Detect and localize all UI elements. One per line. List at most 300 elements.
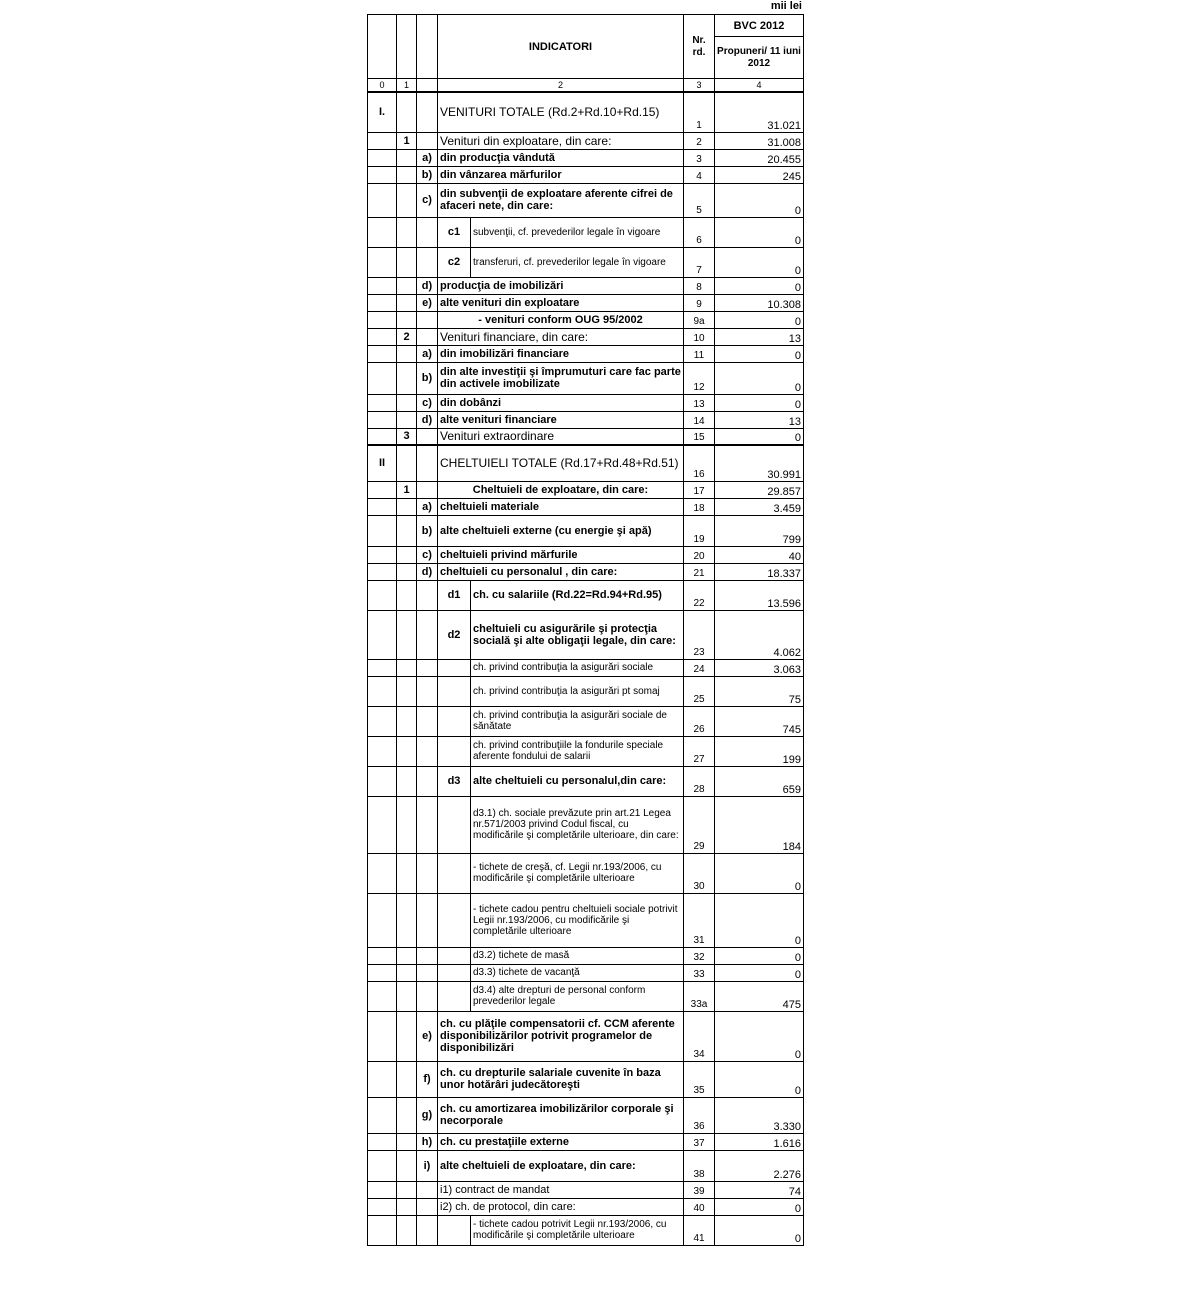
row-number: 41	[684, 1215, 715, 1245]
chapter-cell	[368, 1061, 397, 1097]
row-value: 0	[715, 1198, 804, 1215]
indicator-label: din dobânzi	[438, 394, 684, 411]
letter-cell: d)	[417, 563, 438, 580]
table-row	[368, 394, 804, 411]
row-value: 0	[715, 277, 804, 294]
table-row	[368, 481, 804, 498]
sub-letter-cell	[438, 676, 471, 706]
row-value: 0	[715, 345, 804, 362]
indicator-label: din subvenţii de exploatare aferente cifrei de afaceri nete, din care:	[438, 183, 684, 217]
row-value: 199	[715, 736, 804, 766]
table-row	[368, 132, 804, 149]
indicator-label: - tichete cadou potrivit Legii nr.193/2006, cu modificările şi completările ulterioare	[471, 1215, 684, 1245]
chapter-cell	[368, 394, 397, 411]
index-3: 3	[684, 79, 715, 93]
letter-cell	[417, 766, 438, 796]
row-number: 31	[684, 893, 715, 947]
row-number: 25	[684, 676, 715, 706]
section-cell	[397, 546, 417, 563]
row-value: 31.008	[715, 132, 804, 149]
section-cell	[397, 217, 417, 247]
row-value: 75	[715, 676, 804, 706]
header-proposal: Propuneri/ 11 iuni 2012	[715, 37, 804, 79]
table-row	[368, 1133, 804, 1150]
indicator-label: transferuri, cf. prevederilor legale în vigoare	[471, 247, 684, 277]
table-row	[368, 149, 804, 166]
sub-letter-cell	[438, 796, 471, 853]
chapter-cell	[368, 132, 397, 149]
row-number: 22	[684, 580, 715, 610]
letter-cell: a)	[417, 498, 438, 515]
letter-cell	[417, 893, 438, 947]
indicator-label: d3.3) tichete de vacanţă	[471, 964, 684, 981]
row-value: 475	[715, 981, 804, 1011]
row-number: 9	[684, 294, 715, 311]
indicator-label: - venituri conform OUG 95/2002	[438, 311, 684, 328]
indicator-label: Venituri extraordinare	[438, 428, 684, 445]
letter-cell	[417, 706, 438, 736]
header-blank-0	[368, 15, 397, 79]
sub-letter-cell	[438, 947, 471, 964]
indicator-label: cheltuieli cu personalul , din care:	[438, 563, 684, 580]
row-number: 39	[684, 1181, 715, 1198]
chapter-cell	[368, 736, 397, 766]
row-value: 4.062	[715, 610, 804, 659]
row-number: 16	[684, 445, 715, 481]
table-row	[368, 796, 804, 853]
table-row	[368, 610, 804, 659]
index-0: 0	[368, 79, 397, 93]
section-cell	[397, 1215, 417, 1245]
row-number: 2	[684, 132, 715, 149]
row-value: 0	[715, 1011, 804, 1061]
indicator-label: CHELTUIELI TOTALE (Rd.17+Rd.48+Rd.51)	[438, 445, 684, 481]
row-number: 34	[684, 1011, 715, 1061]
section-cell	[397, 947, 417, 964]
chapter-cell	[368, 515, 397, 546]
indicator-label: alte cheltuieli externe (cu energie şi apă)	[438, 515, 684, 546]
table-row	[368, 964, 804, 981]
row-number: 10	[684, 328, 715, 345]
chapter-cell	[368, 481, 397, 498]
index-1: 1	[397, 79, 417, 93]
table-row	[368, 362, 804, 394]
chapter-cell	[368, 796, 397, 853]
section-cell	[397, 706, 417, 736]
letter-cell	[417, 328, 438, 345]
sub-letter-cell	[438, 893, 471, 947]
index-2: 2	[438, 79, 684, 93]
table-row	[368, 445, 804, 481]
chapter-cell	[368, 563, 397, 580]
letter-cell: b)	[417, 362, 438, 394]
section-cell	[397, 964, 417, 981]
indicator-label: d3.4) alte drepturi de personal conform prevederilor legale	[471, 981, 684, 1011]
row-number: 3	[684, 149, 715, 166]
row-value: 30.991	[715, 445, 804, 481]
row-value: 659	[715, 766, 804, 796]
indicator-label: cheltuieli cu asigurările şi protecţia socială şi alte obligaţii legale, din care:	[471, 610, 684, 659]
row-value: 0	[715, 247, 804, 277]
table-row	[368, 311, 804, 328]
sub-letter-cell: d1	[438, 580, 471, 610]
indicator-label: producţia de imobilizări	[438, 277, 684, 294]
indicator-label: ch. cu salariile (Rd.22=Rd.94+Rd.95)	[471, 580, 684, 610]
section-cell: 1	[397, 132, 417, 149]
table-row	[368, 247, 804, 277]
row-number: 33	[684, 964, 715, 981]
indicator-label: ch. cu amortizarea imobilizărilor corporale şi necorporale	[438, 1097, 684, 1133]
index-4: 4	[715, 79, 804, 93]
row-value: 0	[715, 893, 804, 947]
sub-letter-cell	[438, 736, 471, 766]
row-value: 3.330	[715, 1097, 804, 1133]
indicators-table	[367, 14, 804, 1246]
indicator-label: ch. privind contribuţia la asigurări sociale de sănătate	[471, 706, 684, 736]
table-row	[368, 277, 804, 294]
chapter-cell	[368, 580, 397, 610]
row-value: 245	[715, 166, 804, 183]
row-value: 0	[715, 853, 804, 893]
header-nr-rd: Nr. rd.	[684, 15, 715, 79]
row-value: 10.308	[715, 294, 804, 311]
indicator-label: Venituri financiare, din care:	[438, 328, 684, 345]
letter-cell	[417, 796, 438, 853]
row-number: 32	[684, 947, 715, 964]
row-value: 184	[715, 796, 804, 853]
chapter-cell	[368, 1150, 397, 1181]
chapter-cell	[368, 183, 397, 217]
section-cell	[397, 92, 417, 132]
row-value: 3.459	[715, 498, 804, 515]
row-number: 7	[684, 247, 715, 277]
chapter-cell: I.	[368, 92, 397, 132]
row-number: 29	[684, 796, 715, 853]
letter-cell: e)	[417, 1011, 438, 1061]
indicator-label: din producţia vândută	[438, 149, 684, 166]
section-cell	[397, 659, 417, 676]
column-index-row	[368, 79, 804, 93]
section-cell	[397, 766, 417, 796]
letter-cell	[417, 217, 438, 247]
header-blank-2	[417, 15, 438, 79]
section-cell	[397, 736, 417, 766]
section-cell	[397, 362, 417, 394]
indicator-label: - tichete de creşă, cf. Legii nr.193/2006, cu modificările şi completările ulterioare	[471, 853, 684, 893]
indicator-label: din imobilizări financiare	[438, 345, 684, 362]
sub-letter-cell	[438, 1215, 471, 1245]
chapter-cell	[368, 947, 397, 964]
letter-cell: b)	[417, 166, 438, 183]
row-number: 33a	[684, 981, 715, 1011]
table-row	[368, 893, 804, 947]
section-cell	[397, 981, 417, 1011]
indicator-label: d3.2) tichete de masă	[471, 947, 684, 964]
row-value: 0	[715, 964, 804, 981]
row-value: 0	[715, 947, 804, 964]
row-number: 15	[684, 428, 715, 445]
indicator-label: din vânzarea mărfurilor	[438, 166, 684, 183]
letter-cell	[417, 1198, 438, 1215]
sub-letter-cell	[438, 706, 471, 736]
section-cell	[397, 394, 417, 411]
table-row	[368, 328, 804, 345]
sub-letter-cell	[438, 981, 471, 1011]
row-number: 14	[684, 411, 715, 428]
letter-cell: c)	[417, 546, 438, 563]
section-cell	[397, 676, 417, 706]
row-value: 1.616	[715, 1133, 804, 1150]
chapter-cell	[368, 411, 397, 428]
section-cell	[397, 1061, 417, 1097]
letter-cell: c)	[417, 183, 438, 217]
indicator-label: din alte investiţii şi împrumuturi care fac parte din activele imobilizate	[438, 362, 684, 394]
letter-cell	[417, 853, 438, 893]
letter-cell	[417, 981, 438, 1011]
letter-cell: g)	[417, 1097, 438, 1133]
row-value: 745	[715, 706, 804, 736]
header-bvc: BVC 2012	[715, 15, 804, 37]
letter-cell	[417, 92, 438, 132]
table-row	[368, 736, 804, 766]
indicator-label: d3.1) ch. sociale prevăzute prin art.21 Legea nr.571/2003 privind Codul fiscal, cu modificările şi completările ulterioare, din care:	[471, 796, 684, 853]
row-number: 26	[684, 706, 715, 736]
sub-letter-cell: c1	[438, 217, 471, 247]
table-row	[368, 1061, 804, 1097]
row-value: 0	[715, 1061, 804, 1097]
row-number: 35	[684, 1061, 715, 1097]
sub-letter-cell: d3	[438, 766, 471, 796]
sub-letter-cell: c2	[438, 247, 471, 277]
table-row	[368, 217, 804, 247]
row-number: 1	[684, 92, 715, 132]
chapter-cell	[368, 1181, 397, 1198]
row-value: 2.276	[715, 1150, 804, 1181]
chapter-cell	[368, 981, 397, 1011]
row-number: 9a	[684, 311, 715, 328]
letter-cell: a)	[417, 345, 438, 362]
letter-cell	[417, 580, 438, 610]
section-cell	[397, 563, 417, 580]
table-row	[368, 1097, 804, 1133]
section-cell	[397, 853, 417, 893]
row-number: 5	[684, 183, 715, 217]
section-cell	[397, 277, 417, 294]
budget-table	[367, 14, 804, 1246]
indicator-label: VENITURI TOTALE (Rd.2+Rd.10+Rd.15)	[438, 92, 684, 132]
table-row	[368, 676, 804, 706]
section-cell	[397, 149, 417, 166]
table-row	[368, 411, 804, 428]
row-value: 0	[715, 217, 804, 247]
letter-cell	[417, 428, 438, 445]
row-value: 13.596	[715, 580, 804, 610]
row-value: 74	[715, 1181, 804, 1198]
row-number: 23	[684, 610, 715, 659]
row-value: 0	[715, 394, 804, 411]
chapter-cell	[368, 546, 397, 563]
table-row	[368, 706, 804, 736]
section-cell: 1	[397, 481, 417, 498]
section-cell	[397, 580, 417, 610]
header-blank-1	[397, 15, 417, 79]
row-number: 36	[684, 1097, 715, 1133]
indicator-label: ch. cu drepturile salariale cuvenite în baza unor hotărâri judecătoreşti	[438, 1061, 684, 1097]
row-number: 21	[684, 563, 715, 580]
sub-letter-cell	[438, 853, 471, 893]
row-number: 37	[684, 1133, 715, 1150]
section-cell: 2	[397, 328, 417, 345]
letter-cell: e)	[417, 294, 438, 311]
section-cell	[397, 610, 417, 659]
row-number: 30	[684, 853, 715, 893]
row-number: 12	[684, 362, 715, 394]
table-row	[368, 1198, 804, 1215]
index-blank	[417, 79, 438, 93]
row-number: 20	[684, 546, 715, 563]
row-number: 38	[684, 1150, 715, 1181]
chapter-cell	[368, 345, 397, 362]
row-value: 13	[715, 411, 804, 428]
row-value: 799	[715, 515, 804, 546]
row-value: 0	[715, 1215, 804, 1245]
section-cell	[397, 1133, 417, 1150]
letter-cell	[417, 610, 438, 659]
row-value: 29.857	[715, 481, 804, 498]
row-value: 13	[715, 328, 804, 345]
section-cell	[397, 893, 417, 947]
indicator-label: cheltuieli materiale	[438, 498, 684, 515]
table-row	[368, 563, 804, 580]
chapter-cell	[368, 498, 397, 515]
row-value: 20.455	[715, 149, 804, 166]
table-row	[368, 580, 804, 610]
table-row	[368, 1181, 804, 1198]
chapter-cell	[368, 428, 397, 445]
letter-cell: f)	[417, 1061, 438, 1097]
chapter-cell	[368, 610, 397, 659]
letter-cell: b)	[417, 515, 438, 546]
section-cell	[397, 796, 417, 853]
row-number: 28	[684, 766, 715, 796]
indicator-label: alte venituri financiare	[438, 411, 684, 428]
section-cell	[397, 345, 417, 362]
section-cell	[397, 247, 417, 277]
row-value: 18.337	[715, 563, 804, 580]
table-row	[368, 498, 804, 515]
chapter-cell	[368, 328, 397, 345]
chapter-cell	[368, 217, 397, 247]
indicator-label: Cheltuieli de exploatare, din care:	[438, 481, 684, 498]
indicator-label: - tichete cadou pentru cheltuieli sociale potrivit Legii nr.193/2006, cu modificările şi completările ulterioare	[471, 893, 684, 947]
row-number: 24	[684, 659, 715, 676]
section-cell: 3	[397, 428, 417, 445]
section-cell	[397, 1181, 417, 1198]
indicator-label: ch. privind contribuţia la asigurări sociale	[471, 659, 684, 676]
chapter-cell	[368, 362, 397, 394]
chapter-cell	[368, 659, 397, 676]
row-number: 18	[684, 498, 715, 515]
row-number: 4	[684, 166, 715, 183]
letter-cell: d)	[417, 411, 438, 428]
chapter-cell	[368, 766, 397, 796]
section-cell	[397, 1198, 417, 1215]
indicator-label: ch. cu plăţile compensatorii cf. CCM aferente disponibilizărilor potrivit programelor de disponibilizări	[438, 1011, 684, 1061]
chapter-cell	[368, 1198, 397, 1215]
table-row	[368, 947, 804, 964]
chapter-cell	[368, 1133, 397, 1150]
row-value: 31.021	[715, 92, 804, 132]
letter-cell	[417, 964, 438, 981]
section-cell	[397, 498, 417, 515]
letter-cell	[417, 1215, 438, 1245]
unit-label: mii lei	[770, 0, 802, 12]
row-value: 40	[715, 546, 804, 563]
indicator-label: ch. privind contribuţiile la fondurile speciale aferente fondului de salarii	[471, 736, 684, 766]
letter-cell	[417, 659, 438, 676]
indicator-label: alte cheltuieli de exploatare, din care:	[438, 1150, 684, 1181]
indicator-label: subvenţii, cf. prevederilor legale în vigoare	[471, 217, 684, 247]
letter-cell	[417, 247, 438, 277]
chapter-cell	[368, 166, 397, 183]
letter-cell	[417, 1181, 438, 1198]
letter-cell: h)	[417, 1133, 438, 1150]
table-row	[368, 766, 804, 796]
section-cell	[397, 445, 417, 481]
letter-cell: i)	[417, 1150, 438, 1181]
chapter-cell	[368, 893, 397, 947]
sub-letter-cell	[438, 964, 471, 981]
row-value: 0	[715, 362, 804, 394]
row-number: 27	[684, 736, 715, 766]
row-value: 0	[715, 311, 804, 328]
chapter-cell	[368, 277, 397, 294]
letter-cell	[417, 736, 438, 766]
chapter-cell	[368, 706, 397, 736]
chapter-cell	[368, 1097, 397, 1133]
chapter-cell	[368, 676, 397, 706]
sub-letter-cell	[438, 659, 471, 676]
chapter-cell	[368, 149, 397, 166]
sub-letter-cell: d2	[438, 610, 471, 659]
letter-cell	[417, 132, 438, 149]
row-value: 3.063	[715, 659, 804, 676]
row-number: 13	[684, 394, 715, 411]
section-cell	[397, 183, 417, 217]
table-row	[368, 659, 804, 676]
indicator-label: Venituri din exploatare, din care:	[438, 132, 684, 149]
table-row	[368, 294, 804, 311]
indicator-label: i2) ch. de protocol, din care:	[438, 1198, 684, 1215]
indicator-label: ch. cu prestaţiile externe	[438, 1133, 684, 1150]
section-cell	[397, 515, 417, 546]
row-value: 0	[715, 428, 804, 445]
letter-cell	[417, 445, 438, 481]
table-row	[368, 1011, 804, 1061]
table-row	[368, 345, 804, 362]
section-cell	[397, 411, 417, 428]
letter-cell: a)	[417, 149, 438, 166]
table-row	[368, 515, 804, 546]
indicator-label: alte cheltuieli cu personalul,din care:	[471, 766, 684, 796]
section-cell	[397, 311, 417, 328]
section-cell	[397, 294, 417, 311]
row-number: 17	[684, 481, 715, 498]
indicator-label: cheltuieli privind mărfurile	[438, 546, 684, 563]
chapter-cell	[368, 1215, 397, 1245]
letter-cell: c)	[417, 394, 438, 411]
row-number: 6	[684, 217, 715, 247]
